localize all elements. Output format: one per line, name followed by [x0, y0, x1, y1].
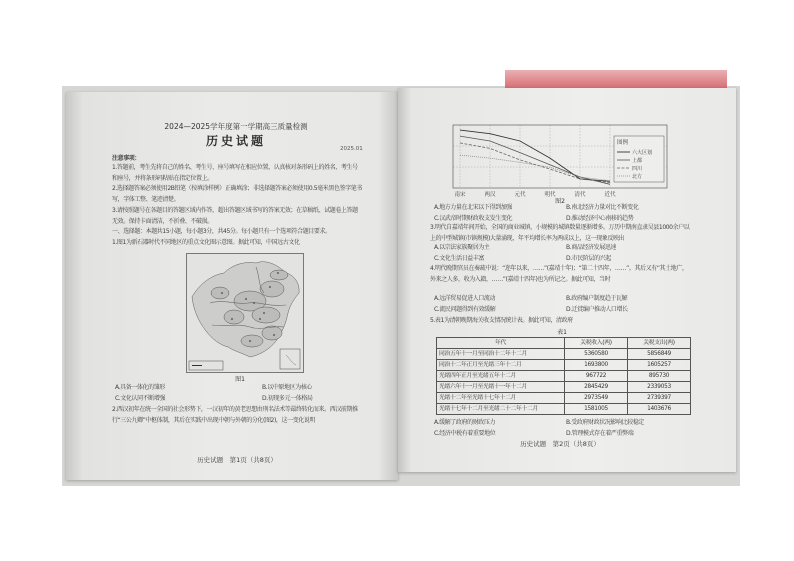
table-cell: 1605257: [628, 360, 691, 371]
table-cell: 光绪十七年十二月至光绪二十二年十二月: [437, 404, 565, 415]
table-cell: 895730: [628, 371, 691, 382]
figure2-x-label: 元代: [514, 192, 526, 198]
question-3-option-d: D.市民阶层的兴起: [566, 255, 611, 262]
table-cell: 2845429: [565, 382, 628, 393]
question-4-stem: 4.明代晚期官员在奏疏中说：“迩年以来，……”(嘉靖十年)；“第二十四年，……”。其后又有“其土地广，外来之人多，收为入籍，……”(嘉靖十四年)也为所记之。据此可知，当时: [430, 265, 688, 283]
table-cell: 光绪六年十一月至光绪十一年十二月: [437, 382, 565, 393]
page-1-footer: 历史试题 第1页（共8页）: [197, 456, 277, 464]
table-cell: 同治五年十一月至同治十二年十二月: [437, 349, 565, 360]
table-row: [437, 404, 691, 415]
table-cell: 2739397: [628, 393, 691, 404]
figure2-line-chart: [450, 122, 670, 200]
question-3-option-c: C.文化生活日益丰富: [434, 255, 485, 262]
question-4-option-d: D.迁徙编户推动人口增长: [566, 306, 628, 313]
map-inset-box: [280, 349, 300, 369]
question-2-option-c: C.汉武帝时期财政收支发生变化: [434, 215, 513, 222]
table-cell: 967722: [565, 371, 628, 382]
exam-page-1: [66, 92, 398, 480]
exam-title: 2024—2025学年度第一学期高三质量检测: [164, 122, 308, 131]
table-cell: 光绪四年正月至光绪五年十二月: [437, 371, 565, 382]
question-1-option-a: A.具备一体化的雏形: [115, 384, 165, 391]
table-header-row: [437, 338, 691, 349]
table-row: [437, 393, 691, 404]
question-4-option-c: C.流民问题得到有效缓解: [434, 306, 496, 313]
question-2-option-b: B.南北经济力量对比不断变化: [566, 204, 639, 211]
figure2-x-label: 南宋: [454, 192, 466, 198]
table-row: [437, 371, 691, 382]
figure2-legend-label: 四川: [632, 166, 643, 172]
question-1-option-c: C.文化认同不断增强: [115, 395, 166, 402]
figure2-legend: [614, 136, 664, 182]
figure2-x-label: 两汉: [484, 192, 496, 198]
table-cell: 1403676: [628, 404, 691, 415]
question-2-stem: 2.西汉初年在统一全国的社会形势下，一汉初年的黄老思想由刑名法术等最终转化而来。西汉前期推行“三公九卿”中枢体制，其后在实践中出现中朝与外朝的分化(图2)，这一变化说明: [112, 406, 358, 424]
table1-caption: 表1: [557, 329, 567, 336]
table-row: [437, 349, 691, 360]
notice-heading: 注意事项：: [112, 155, 141, 162]
table-cell: 同治十二年正月至光绪三年十二月: [437, 360, 565, 371]
table-cell: 1693800: [565, 360, 628, 371]
question-5-option-b: B.受政府财政状况影响比较稳定: [566, 419, 645, 426]
question-5-option-d: D.管理模式存在着严重弊端: [566, 430, 634, 437]
question-3-option-b: B.商品经济发展迅速: [566, 244, 617, 251]
figure2-x-label: 明代: [544, 192, 556, 198]
table-cell: 5360580: [565, 349, 628, 360]
figure2-series-line: [460, 143, 610, 183]
question-3-option-a: A.以宗法家族聚居为主: [434, 244, 490, 251]
section-heading: 一、选择题：本题共15小题，每小题3分，共45分。每小题只有一个选项符合题目要求。: [112, 228, 331, 235]
table-cell: 光绪十二年至光绪十七年十二月: [437, 393, 565, 404]
table-row: [437, 382, 691, 393]
table-cell: 5856849: [628, 349, 691, 360]
table-header-cell: 关税支出(两): [628, 338, 691, 349]
notice-item: 1.答题前，考生先将自己的姓名、考生号、座号填写在相应位置，认真核对条形码上的姓名、考生号和座号，并将条形码粘贴在指定位置上。: [112, 164, 358, 182]
question-5-option-a: A.缓解了政府的财政压力: [434, 419, 496, 426]
figure2-x-label: 近代: [604, 192, 616, 198]
notice-item: 2.选择题答案必须使用2B铅笔（按填涂样例）正确填涂；非选择题答案必须使用0.5毫米黑色签字笔书写，字体工整、笔迹清楚。: [112, 185, 362, 203]
question-2-option-d: D.推动经济中心南移的趋势: [566, 215, 634, 222]
question-2-option-a: A.地方力量在北宋以下得到加强: [434, 204, 512, 211]
figure2-series-line: [460, 136, 610, 184]
table-cell: 2339053: [628, 382, 691, 393]
table1: [436, 337, 691, 415]
question-5-stem: 5.表1为清朝晚期海关收支情况统计表。据此可知，清政府: [430, 317, 573, 324]
figure2-x-label: 清代: [574, 192, 586, 198]
question-5-option-c: C.经济中税有着重要地位: [434, 430, 496, 437]
figure1-map: [186, 253, 304, 373]
notice-item: 3.请按照题号在各题目的答题区域内作答，超出答题区域书写的答案无效；在草稿纸、试题卷上答题无效。保持卡面清洁，不折叠、不破损。: [112, 207, 358, 225]
exam-date: 2025.01: [340, 146, 363, 152]
table-cell: 1581005: [565, 404, 628, 415]
table-cell: 2973549: [565, 393, 628, 404]
question-3-stem: 3.明代自嘉靖年间开始，全国的商业城镇，小规模的城镇数量逐渐增多。万历中期南直隶吴县1000余户以上的中型城镇(市镇规模)大量涌现，年平均增长率为两成以上，这一现象反映出: [430, 224, 690, 242]
question-1-option-b: B.以中原地区为核心: [262, 384, 313, 391]
figure2-legend-label: 北方: [632, 174, 643, 180]
figure1-caption: 图1: [235, 376, 245, 383]
figure2-series-line: [460, 130, 610, 181]
exam-page-2: [398, 88, 736, 472]
table-header-cell: 关税收入(两): [565, 338, 628, 349]
table-row: [437, 360, 691, 371]
question-4-option-b: B.政府编户制度趋于瓦解: [566, 295, 628, 302]
page-2-footer: 历史试题 第2页（共8页）: [520, 440, 600, 448]
figure2-legend-label: 六大区划: [632, 150, 653, 156]
figure2-legend-label: 上都: [632, 158, 643, 164]
figure2-legend-title: 图例: [617, 140, 629, 146]
question-1-stem: 1.图1为新石器时代不同地区的重点文化圈示意图。据此可知，中国远古文化: [112, 239, 300, 246]
exam-subject: 历史试题: [205, 134, 266, 148]
question-4-option-a: A.远洋贸易促进人口流动: [434, 295, 496, 302]
table-header-cell: 年代: [437, 338, 565, 349]
question-1-option-d: D.初现多元一体格局: [262, 395, 313, 402]
figure2-caption: 图2: [555, 198, 565, 205]
